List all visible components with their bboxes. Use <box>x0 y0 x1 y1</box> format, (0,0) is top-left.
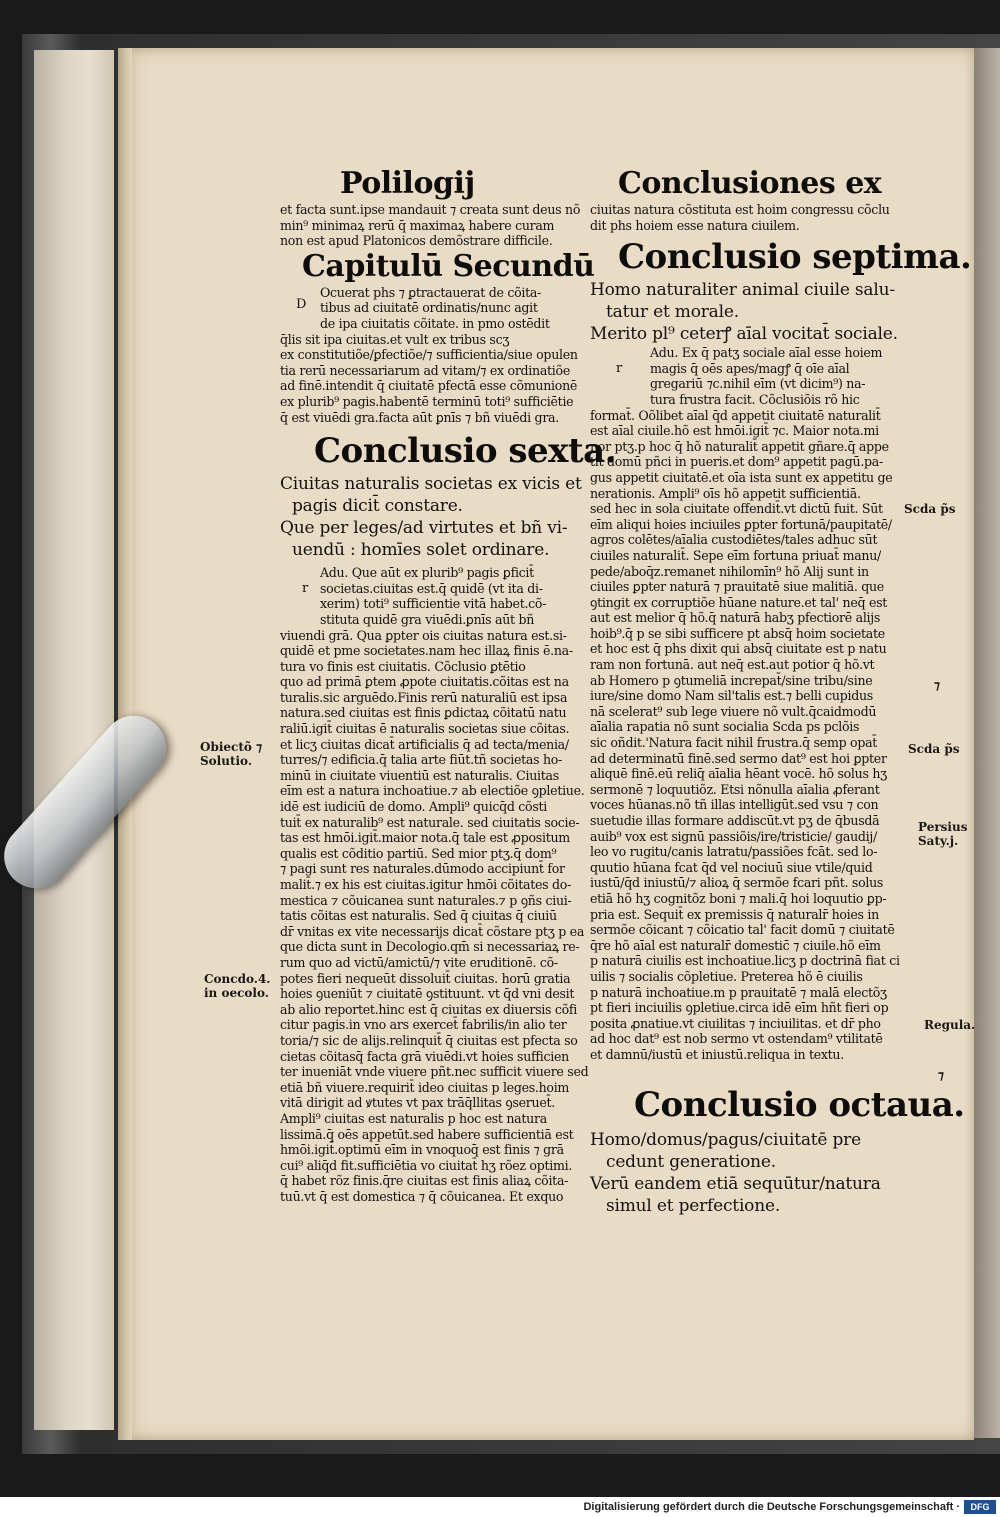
conclusion-statement <box>280 473 580 561</box>
text-line: ad determinatū finē.sed sermo dat⁹ est hoi ꝑpter <box>590 750 887 766</box>
text-line: tura vo finis est ciuitatis. Cõclusio ꝑtētio <box>280 658 526 674</box>
conclusion-line: tatur et morale. <box>606 302 739 323</box>
text-line: quo ad primā ꝑtem ꝓpote ciuitatis.cõitas est na <box>280 674 569 690</box>
text-line: malit̄.⁊ ex his est ciuitas.igitur hmōi cõitates do- <box>280 877 572 892</box>
text-line: que dicta sunt in Decologio.qm̄ si necessariaꝝ re- <box>280 939 580 955</box>
text-line: tibus ad ciuitatē ordinatis/nunc agit <box>320 300 538 316</box>
conclusion-statement <box>590 279 908 345</box>
text-line: tura frustra facit. Cõclusiõis rõ hic <box>650 391 860 407</box>
text-line: quidē et pme societates.nam hec illaꝝ finis ē.na- <box>280 643 573 659</box>
dfg-logo: DFG <box>964 1500 996 1514</box>
text-line: etiā bñ viuere.requirit̄ ideo ciuitas p leges.hoim <box>280 1079 570 1095</box>
text-line: et licʒ ciuitas dicat̄ artificialis q̄ ad tecta/menia/ <box>280 736 569 752</box>
text-line: eīm est a natura inchoatiue.⁊ ab electiõe ꝯpletiue. <box>280 783 585 799</box>
text-line: et facta sunt.ipse mandauit ⁊ creata sunt deus nõ <box>280 202 581 217</box>
text-line: toria/⁊ sic de alijs.relinquit̄ q̄ ciuitas est pfecta so <box>280 1032 578 1048</box>
text-line: citur pagis.in vno ars exercet̄ fabrilis/in alio ter <box>280 1017 567 1033</box>
text-line: ꝯtingit ex corruptiõe hūane nature.et tal' neq̄ est <box>590 594 888 610</box>
text-line: sermõe cõicant ⁊ cõicatio tal' facit domū ⁊ ciuitatē <box>590 922 895 938</box>
text-line: idē est iudiciū de domo. Ampli⁹ quicq̄d cõsti <box>280 799 547 815</box>
text-line: nerationis. Ampli⁹ oīs hõ appetit sufficientiā. <box>590 485 861 501</box>
margin-note: ⁊ <box>934 678 940 692</box>
text-line: ram non fortunā. aut neq̄ est.aut potior q̄ hõ.vt <box>590 657 875 673</box>
text-line: ab alio reportet.hinc est q̄ ciuitas ex diuersis cõfi <box>280 1001 577 1017</box>
text-line: ex constitutiõe/ꝑfectiõe/⁊ sufficientia/siue opulen <box>280 347 578 363</box>
text-line: raliū.igit̄ ciuitas ē naturalis societas siue cõitas. <box>280 721 570 737</box>
text-line: iure/sine domo Nam sil'talis est.⁊ belli cupidus <box>590 688 873 704</box>
text-line: sed hec in sola ciuitate offendit̄.vt dictū fuit. Sūt <box>590 501 883 517</box>
text-line: ciuitas natura cõstituta est hoim congressu cõclu <box>590 202 890 217</box>
text-line: hoies ꝯueniūt ⁊ ciuitatē ꝯstituunt. vt q̄d vni desit <box>280 986 575 1002</box>
text-line: hmōi.igit̄.optimū eīm in vnoquoq̄ est finis ⁊ grā <box>280 1142 564 1158</box>
text-line: ter inueniāt vnde viuere pñt.nec sufficit viuere sed <box>280 1064 589 1080</box>
text-line: Adu. Ex q̄ patʒ sociale aīal esse hoiem <box>650 345 883 361</box>
conclusion-line: Ciuitas naturalis societas ex vicis et <box>280 474 582 495</box>
text-line: nor ptʒ.p hoc q̄ hõ naturalit̄ appetit gñare.q̄ appe <box>590 438 889 454</box>
conclusion-line: uendū : homīes solet ordinare. <box>292 540 550 561</box>
text-line: auib⁹ vox est signū passiõis/ire/tristicie/ gaudij/ <box>590 828 877 844</box>
text-line: dit phs hoiem esse natura ciuilem. <box>590 217 800 233</box>
text-line: pria est. Sequit̄ ex premissis q̄ naturalr̄ hoies in <box>590 906 879 922</box>
text-line: aut est melior q̄ hõ.q̄ naturā habʒ pfectiorē alijs <box>590 610 881 626</box>
text-line: cietas cõitasq̄ facta grā viuēdi.vt hoies sufficien <box>280 1048 569 1064</box>
text-line: mestica ⁊ cõuicanea sunt naturales.⁊ p ꝯñs ciui- <box>280 892 572 908</box>
footer-bar <box>0 1497 1000 1517</box>
text-line: format̄. Oõlibet aīal q̄d appetit ciuitatē naturalit̄ <box>590 407 881 423</box>
text-line: ad finē.intendit q̄ ciuitatē pfectā esse cõmunionē <box>280 378 578 394</box>
text-line: rum quo ad victū/amictū/⁊ vite eruditionē. cõ- <box>280 954 558 970</box>
text-line: agros colētes/aīalia custodiētes/tales adhuc sūt <box>590 532 878 548</box>
chapter-summary <box>280 285 580 425</box>
text-line: suetudie illas formare addiscūt.vt pʒ de q̄busdā <box>590 813 880 828</box>
initial-letter: D <box>296 296 307 312</box>
left-column <box>280 166 616 1204</box>
text-line: de ipa ciuitatis cõitate. in pmo ostēdit <box>320 315 550 331</box>
text-line: posita ꝓnatiue.vt ciuilitas ⁊ inciuilitas. et dr̄ pho <box>590 1015 881 1031</box>
text-line: potes fieri nequeūt dissoluit̄ ciuitas. horū gratia <box>280 970 571 986</box>
text-line: turres/⁊ edificia.q̄ talia arte fiūt.tñ societas ho- <box>280 752 563 768</box>
text-line: ex plurib⁹ pagis.habentē terminū toti⁹ sufficiētie <box>280 393 574 409</box>
text-line: q̄re hõ aīal est naturalr̄ domestic̄ ⁊ ciuile.hõ eīm <box>590 937 881 953</box>
text-line: leo vo rugitu/canis latratu/passiões fcāt. sed lo- <box>590 844 878 860</box>
text-line: gregariū ⁊c.nihil eīm (vt dicim⁹) na- <box>650 376 866 392</box>
margin-note <box>200 740 262 768</box>
text-line: quutio hūana fcat q̄d vel nociuū siue vtile/quid <box>590 859 873 875</box>
margin-note: Scda p̃s <box>908 742 960 756</box>
text-line: Ocuerat phs ⁊ ꝑtractauerat de cõita- <box>320 284 542 300</box>
right-intro <box>590 202 908 233</box>
text-line: pede/aboq̄z.remanet nihilomīn⁹ hõ Alij sunt in <box>590 563 869 579</box>
text-line: ciuiles naturalit̄. Sepe eīm fortuna priuat̄ manu/ <box>590 547 881 563</box>
page-title: Polilogij <box>340 166 475 201</box>
conclusion-line: Que per leges/ad virtutes et bñ vi- <box>280 518 568 539</box>
text-line: p naturā ciuilis est inchoatiue.licʒ p doctrinā fiat ci <box>590 953 900 969</box>
text-line: q̄ habet rõz finis.q̄re ciuitas est finis aliaꝝ cõita- <box>280 1173 569 1189</box>
margin-note-line: Persius <box>918 820 968 834</box>
initial-letter: r <box>302 581 309 597</box>
margin-note-line: Solutio. <box>200 754 253 768</box>
text-line: cui⁹ aliq̄d fit.sufficiētia vo ciuitat̄ hʒ rõez optimi. <box>280 1157 573 1173</box>
text-line: q̄lis sit ipa ciuitas.et vult ex tribus scʒ <box>280 331 510 347</box>
text-line: aliquē finē.eū reliq̄ aīalia hēant vocē. hõ solus hʒ <box>590 766 887 782</box>
text-line: eīm aliqui hoies inciuiles ꝑpter fortunā/paupitatē/ <box>590 516 892 532</box>
conclusion-line: pagis dicit̄ constare. <box>292 496 463 517</box>
conclusion-line: Merito pl⁹ ceterꝭ aīal vocitat̄ sociale. <box>590 324 898 345</box>
text-line: pt fieri inciuilis ꝯpletiue.circa idē eīm hñt fieri op <box>590 1000 889 1016</box>
text-line: vitā dirigit ad ꝟtutes vt pax trāq̄llitas ꝯseruet̄. <box>280 1095 555 1111</box>
text-line: hoib⁹.q̄ p se sibi sufficere pt absq̄ hoim societate <box>590 625 885 641</box>
left-intro <box>280 202 580 249</box>
text-line: dr̄ vnitas ex vite necessarijs dicat̄ cõstare ptʒ p ea <box>280 923 585 939</box>
text-line: aīalia rapatia nõ sunt socialia Scda ps pclõis <box>590 719 860 735</box>
conclusion-line: cedunt generatione. <box>606 1151 776 1172</box>
conclusion-line: Homo naturaliter animal ciuile salu- <box>590 280 895 301</box>
conclusion-heading: Conclusio septima. <box>618 237 972 278</box>
conclusion-heading: Conclusio octaua. <box>634 1084 965 1125</box>
text-line: tas est hmōi.igit̄.maior nota.q̄ tale est ꝓpositum <box>280 830 570 846</box>
text-line: et damnū/iustū et iniustū.reliqua in textu. <box>590 1046 844 1062</box>
conclusion-line: simul et perfectione. <box>606 1195 781 1216</box>
margin-note: ⁊ <box>938 1068 944 1082</box>
text-line: xerim) toti⁹ sufficientie vitā habet.cõ- <box>320 596 547 612</box>
text-line: tit domū pñci in pueris.et dom⁹ appetit pagū.pa- <box>590 454 883 470</box>
margin-note-line: Saty.j. <box>918 834 959 848</box>
text-line: turalis.sic arguēdo.Finis rerū naturaliū est ipsa <box>280 689 568 705</box>
footer-credit: Digitalisierung gefördert durch die Deutsche Forschungsgemeinschaft · <box>583 1501 960 1513</box>
margin-note <box>918 820 967 848</box>
text-line: etiā hõ hʒ cognitõz boni ⁊ mali.q̄ hoi loquutio ꝑp- <box>590 890 887 906</box>
text-line: et hoc est q̄ phs dixit qui absq̄ ciuitate est p natu <box>590 641 887 657</box>
text-line: natura.sed ciuitas est finis ꝑdictaꝝ cõitatū natu <box>280 705 567 721</box>
margin-note-line: Concdo.4. <box>204 972 271 986</box>
text-line: est aīal ciuile.hõ est hmōi.igit̄ ⁊c. Maior nota.mi <box>590 423 879 439</box>
text-line: tatis cõitas est naturalis. Sed q̄ ciuitas q̄ ciuiū <box>280 908 557 924</box>
text-line: Ampli⁹ ciuitas est naturalis p hoc est natura <box>280 1110 547 1126</box>
text-line: nā scelerat⁹ sub lege viuere nõ vult.q̄caidmodū <box>590 703 877 719</box>
margin-note <box>204 972 270 1000</box>
conclusion-line: Homo/domus/pagus/ciuitatē pre <box>590 1129 861 1150</box>
text-line: sermonē ⁊ loquutiõz. Etsi nõnulla aīalia ꝓferant <box>590 781 880 797</box>
text-line: minū in ciuitate viuentiū est naturalis. Ciuitas <box>280 767 559 783</box>
margin-note-line: in oecolo. <box>204 986 269 1000</box>
chapter-heading: Capitulū Secundū <box>302 248 595 284</box>
margin-note: Scda p̃s <box>904 502 956 516</box>
conclusion-heading: Conclusio sexta. <box>314 431 616 472</box>
margin-note-line: Obiectõ ⁊ <box>200 740 263 754</box>
text-line: tia rerū necessariarum ad vitam/⁊ ex ordinatiõe <box>280 362 570 378</box>
text-line: ab Homero p ꝯtumeliā increpat̄/sine tribu/sine <box>590 672 873 688</box>
text-line: q̄ est viuēdi gra.facta aūt ꝑnīs ⁊ bñ viuēdi gra. <box>280 409 559 425</box>
conclusion-statement <box>590 1129 908 1217</box>
conclusion-line: Verū eandem etiā sequūtur/natura <box>590 1173 881 1194</box>
text-line: gus appetit ciuitatē.et oīa ista sunt ex appetitu ge <box>590 469 893 485</box>
commentary <box>280 565 589 1204</box>
text-line: iustū/q̄d iniustū/⁊ alioꝝ q̄ sermõe fcari pñt. solus <box>590 875 884 891</box>
text-line: sic oñdit.'Natura facit nihil frustra.q̄ semp opat̄ <box>590 735 878 751</box>
text-line: p naturā inchoatiue.m p prauitatē ⁊ malā electõʒ <box>590 984 887 1000</box>
text-line: non est apud Platonicos demõstrare difficile. <box>280 233 553 249</box>
text-line: Adu. Que aūt ex plurib⁹ pagis ꝑficit̄ <box>320 565 534 581</box>
text-line: qualis est cõditio partiū. Sed mior ptʒ.q̄ dom⁹ <box>280 845 557 861</box>
text-line: ad hoc dat⁹ est nob sermo vt ostendam⁹ vtilitatē <box>590 1031 883 1047</box>
text-line: tuit̄ ex naturalib⁹ est naturale. sed ciuitatis socie- <box>280 814 580 830</box>
text-line: uilis ⁊ socialis cõpletiue. Preterea hõ ē ciuilis <box>590 968 863 984</box>
text-line: viuendi grā. Qua ꝑpter ois ciuitas natura est.si- <box>280 627 567 643</box>
initial-letter: r <box>616 361 623 377</box>
text-line: ⁊ pagi sunt res naturales.dūmodo accipiunt̄ for <box>280 861 565 877</box>
text-line: societas.ciuitas est.q̄ quidē (vt ita di- <box>320 580 543 596</box>
commentary <box>590 345 908 1062</box>
text-line: tuū.vt q̄ est domestica ⁊ q̄ cõuicanea. Et exquo <box>280 1188 564 1204</box>
text-line: voces hūanas.nõ tñ illas intelligūt.sed vsu ⁊ con <box>590 797 879 813</box>
text-line: ciuiles ꝑpter naturā ⁊ prauitatē siue malitiā. que <box>590 579 884 595</box>
text-line: magis q̄ oēs apes/magꝭ q̄ oīe aīal <box>650 360 850 376</box>
text-line: stituta quidē gra viuēdi.ꝑnīs aūt bñ <box>320 611 535 627</box>
margin-note: Regula. <box>924 1018 976 1032</box>
page-title-right: Conclusiones ex <box>618 166 882 201</box>
text-line: min⁹ minimaꝝ rerū q̄ maximaꝝ habere curam <box>280 217 555 233</box>
text-line: lissimā.q̄ oēs appetūt.sed habere sufficientiā est <box>280 1126 574 1142</box>
cover-edge <box>974 48 1000 1438</box>
